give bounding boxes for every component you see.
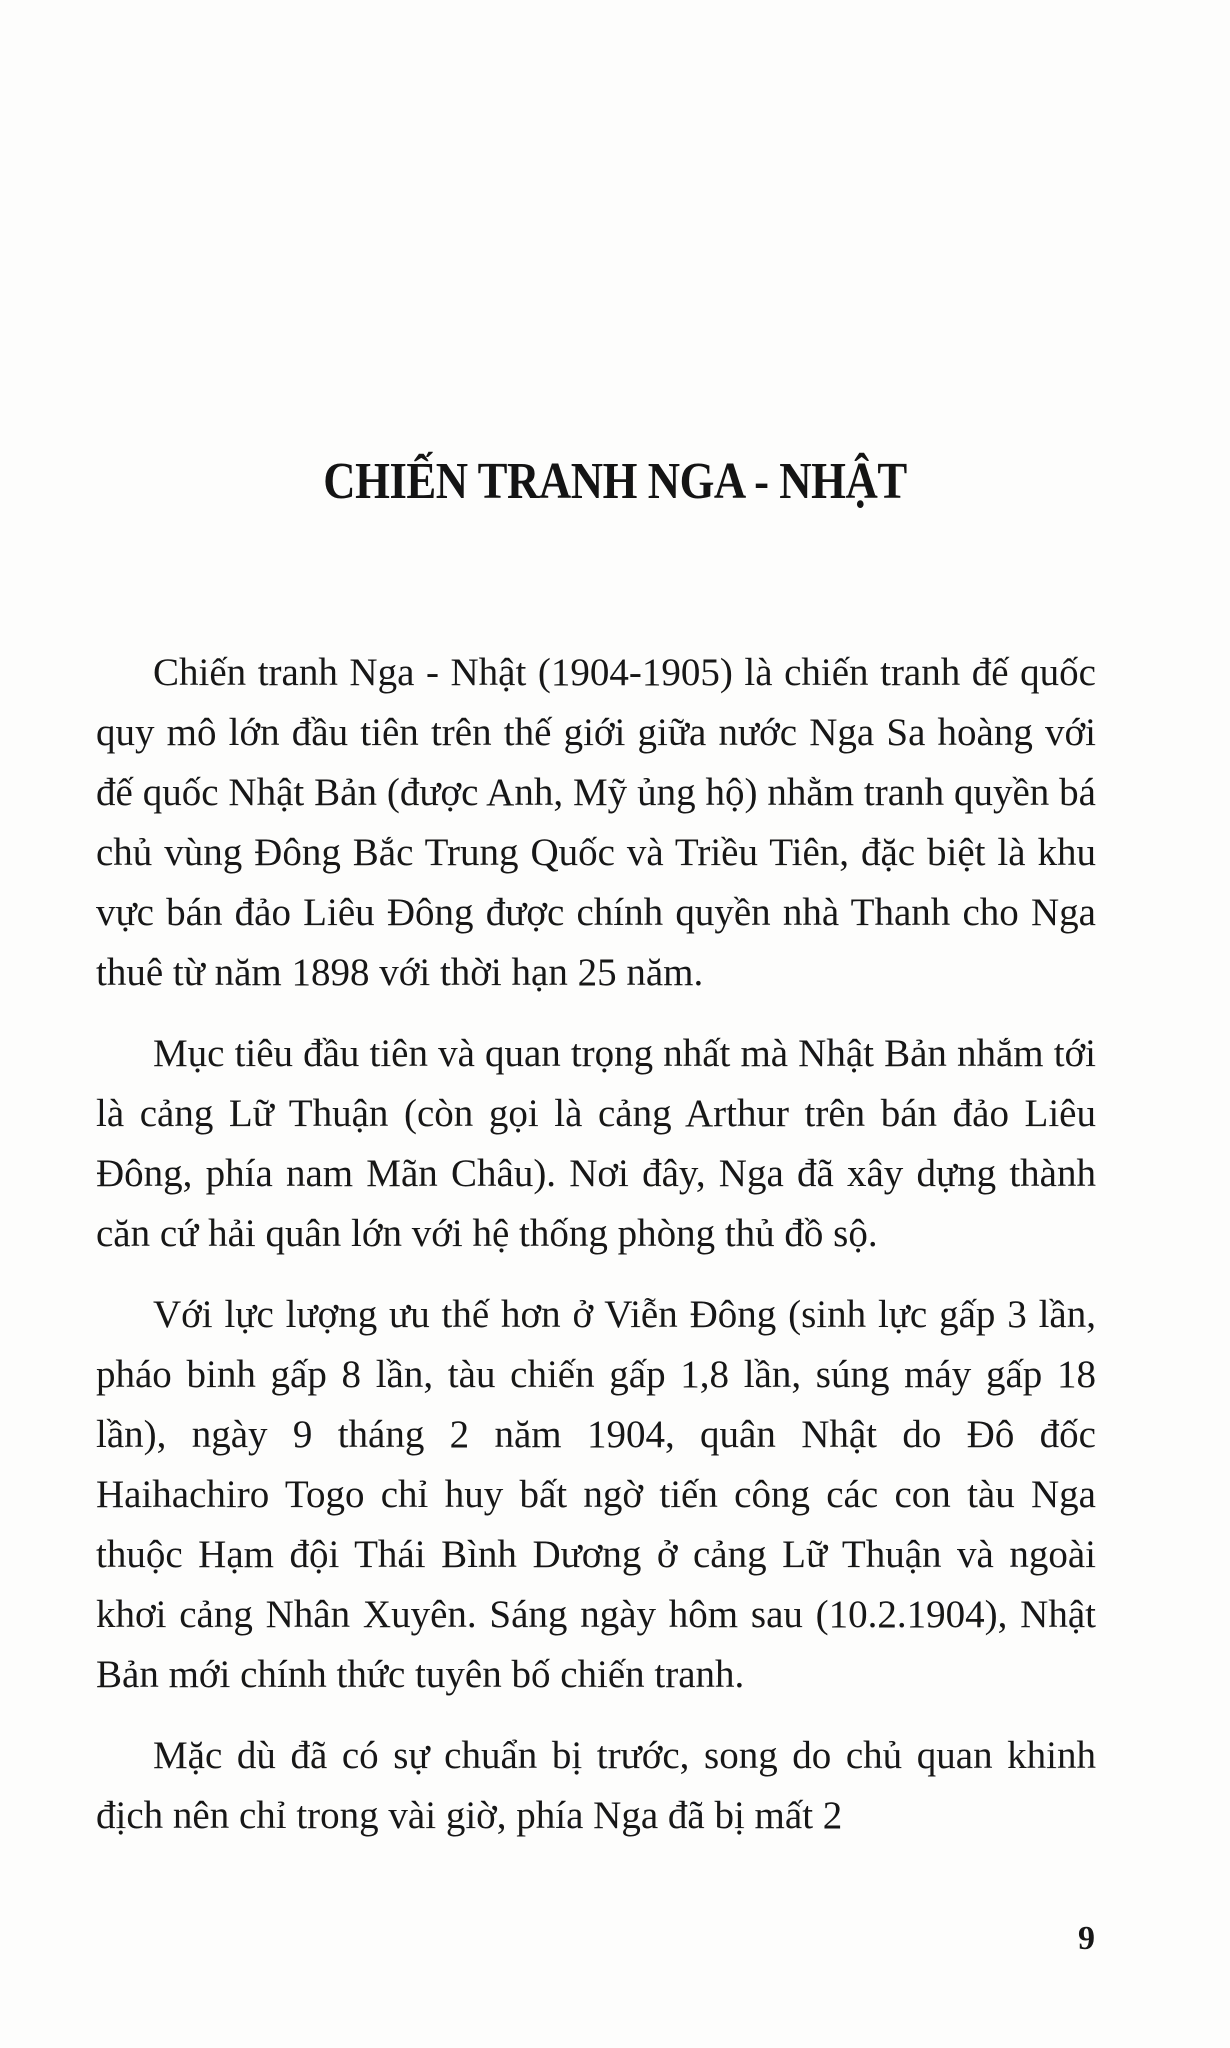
paragraph-4: Mặc dù đã có sự chuẩn bị trước, song do chủ quan khinh địch nên chỉ trong vài giờ, phía Nga đã bị mất 2 — [96, 1734, 1096, 1837]
chapter-title: CHIẾN TRANH NGA - NHẬT — [323, 453, 907, 510]
paragraph-1: Chiến tranh Nga - Nhật (1904-1905) là chiến tranh đế quốc quy mô lớn đầu tiên trên thế giới giữa nước Nga Sa hoàng với đế quốc Nhật Bản (được Anh, Mỹ ủng hộ) nhằm tranh quyền bá chủ vùng Đông Bắc Trung Quốc và Triều Tiên, đặc biệt là khu vực bán đảo Liêu Đông được chính quyền nhà Thanh cho Nga thuê từ năm 1898 với thời hạn 25 năm. — [96, 651, 1096, 994]
paragraph-3: Với lực lượng ưu thế hơn ở Viễn Đông (sinh lực gấp 3 lần, pháo binh gấp 8 lần, tàu chiến gấp 1,8 lần, súng máy gấp 18 lần), ngày 9 tháng 2 năm 1904, quân Nhật do Đô đốc Haihachiro Togo chỉ huy bất ngờ tiến công các con tàu Nga thuộc Hạm đội Thái Bình Dương ở cảng Lữ Thuận và ngoài khơi cảng Nhân Xuyên. Sáng ngày hôm sau (10.2.1904), Nhật Bản mới chính thức tuyên bố chiến tranh. — [96, 1293, 1096, 1696]
paragraph-2: Mục tiêu đầu tiên và quan trọng nhất mà Nhật Bản nhắm tới là cảng Lữ Thuận (còn gọi là cảng Arthur trên bán đảo Liêu Đông, phía nam Mãn Châu). Nơi đây, Nga đã xây dựng thành căn cứ hải quân lớn với hệ thống phòng thủ đồ sộ. — [96, 1032, 1096, 1255]
page-number: 9 — [1078, 1920, 1095, 1957]
chapter-body — [96, 643, 1096, 1867]
